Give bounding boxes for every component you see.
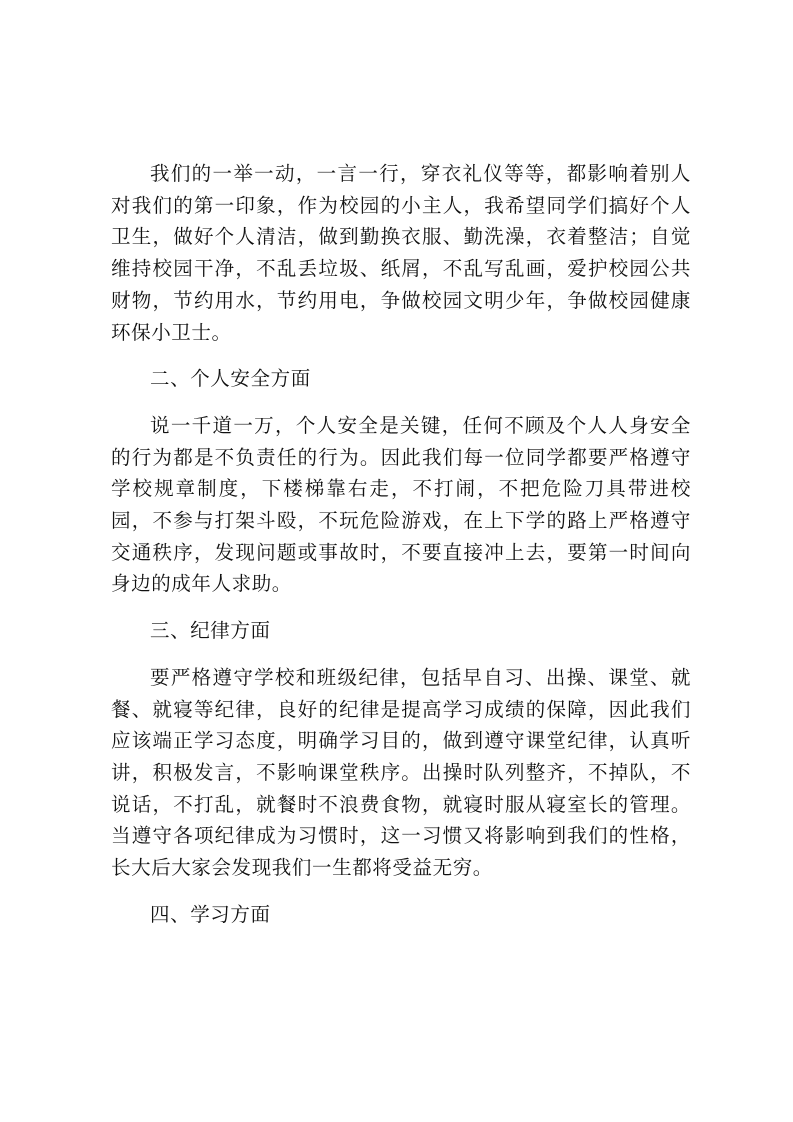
paragraph-appearance: 我们的一举一动，一言一行，穿衣礼仪等等，都影响着别人对我们的第一印象，作为校园的小主人，我希望同学们搞好个人卫生，做好个人清洁，做到勤换衣服、勤洗澡，衣着整洁；自觉维持校园干净，不乱丢垃圾、纸屑，不乱写乱画，爱护校园公共财物，节约用水，节约用电，争做校园文明少年，争做校园健康环保小卫士。: [111, 162, 691, 344]
heading-discipline: 三、纪律方面: [150, 619, 271, 643]
paragraph-personal-safety: 说一千道一万，个人安全是关键，任何不顾及个人人身安全的行为都是不负责任的行为。因此我们每一位同学都要严格遵守学校规章制度，下楼梯靠右走，不打闹，不把危险刀具带进校园，不参与打架斗殴，不玩危险游戏，在上下学的路上严格遵守交通秩序，发现问题或事故时，不要直接冲上去，要第一时间向身边的成年人求助。: [111, 413, 691, 596]
document-body: [111, 158, 691, 930]
heading-study: 四、学习方面: [150, 902, 271, 926]
paragraph-discipline: 要严格遵守学校和班级纪律，包括早自习、出操、课堂、就餐、就寝等纪律，良好的纪律是提高学习成绩的保障，因此我们应该端正学习态度，明确学习目的，做到遵守课堂纪律，认真听讲，积极发言，不影响课堂秩序。出操时队列整齐，不掉队，不说话，不打乱，就餐时不浪费食物，就寝时服从寝室长的管理。当遵守各项纪律成为习惯时，这一习惯又将影响到我们的性格，长大后大家会发现我们一生都将受益无穷。: [111, 665, 691, 880]
heading-personal-safety: 二、个人安全方面: [150, 367, 311, 391]
